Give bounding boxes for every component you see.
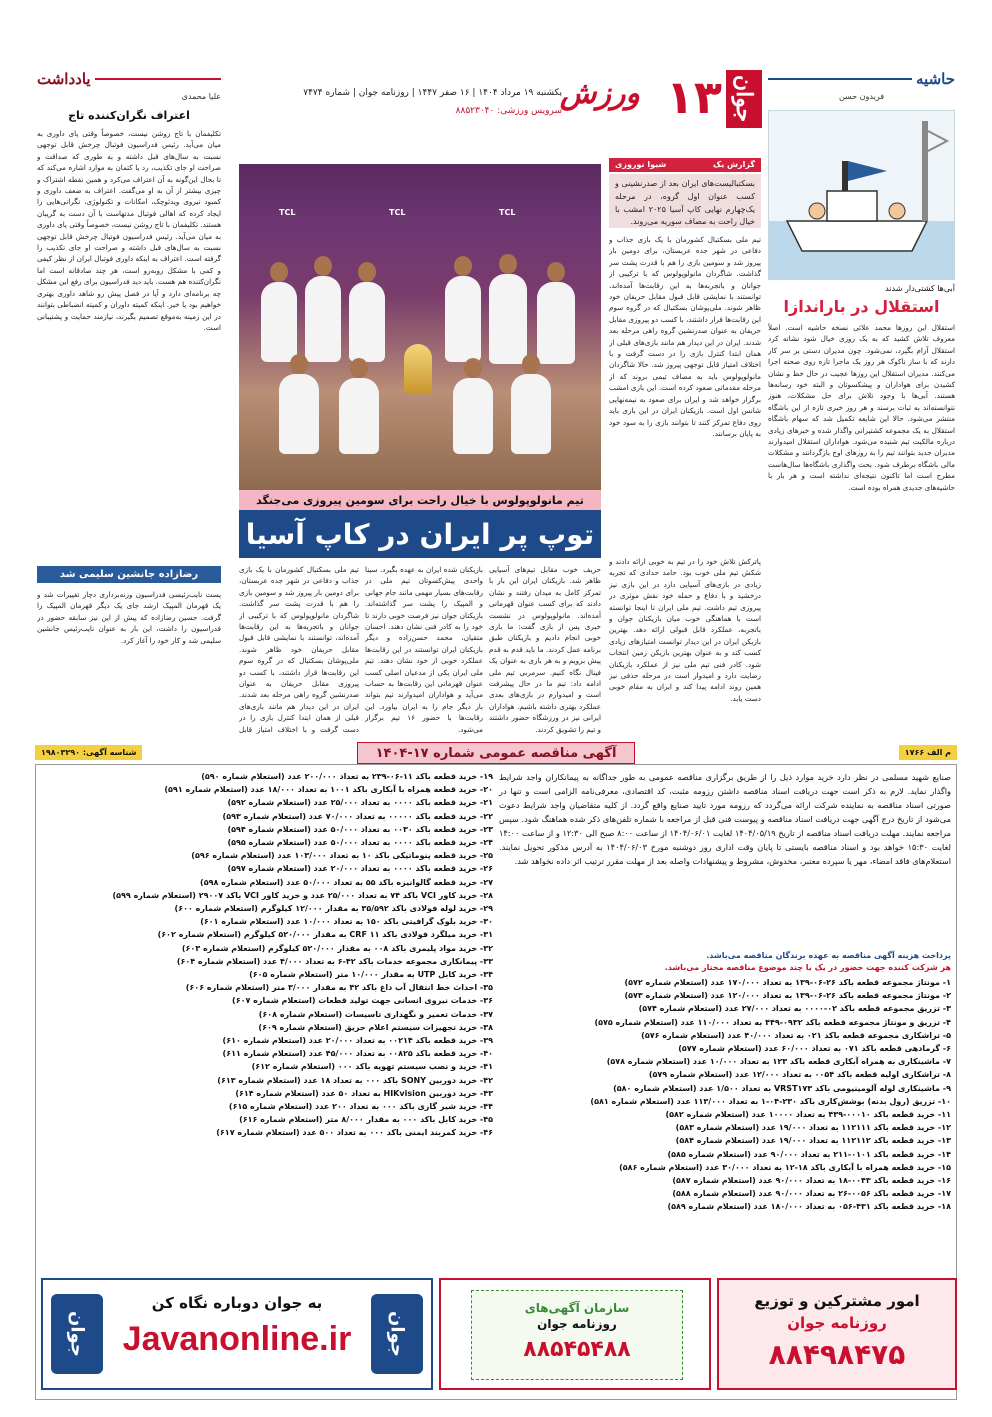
column-title: یادداشت — [37, 70, 91, 88]
tender-note: پرداخت هزینه آگهی مناقصه به عهده برندگان مناقصه می‌باشد. — [706, 951, 951, 960]
column-headline: استقلال در باراندازا — [783, 297, 940, 316]
byline: فریدون حسن — [838, 92, 885, 101]
tender-item: ۱۵- خرید قطعه همراه با آبکاری باکد ۱۸-۱۲ به تعداد ۳۰/۰۰۰ عدد (استعلام شماره ۵۸۶) — [619, 1162, 951, 1172]
tender-item: ۴۳- خرید دوربین HIKvision به تعداد ۵۰ عدد (استعلام شماره ۶۱۴) — [235, 1088, 493, 1098]
tender-item: ۲- مونتاژ مجموعه قطعه باکد ۲۶-۰۶-۱۳۹ به تعداد ۱۲۰/۰۰۰ عدد (استعلام شماره ۵۷۳) — [624, 991, 951, 1001]
subscribers-phone: ۸۸۴۹۸۴۷۵ — [768, 1338, 906, 1371]
column-body: استقلال این روزها محمد علائی نسخه حاشیه است. اصلاً معروف تلاش کشید که به یک روزی خیال شود نشانه کرد استقلال آرام بگیرد، نمی‌شود. چون مدیران دستی بر سر کار دارند که با ساز ناکوک هر روز یک ماجرا تازه روی صحنه اجرا می‌کنند. مدیران استقلال این روزها عجیب در حال خط و نشان کشیدن برای هواداران و پیشکسوتان و البته خود رسانه‌ها هستند. آبی‌ها با وجود تلاش برای حل مشکلات، هنوز نتوانسته‌اند به ثبات برسند و هر روز خبری تازه از این باشگاه منتشر می‌شود. حالا این شایعه تکمیل شد که سهام باشگاه استقلال به یک مجموعه کشتیرانی واگذار شده و خبرهای زیادی درباره مالکیت تیم شنیده می‌شود. هواداران استقلال امیدوارند مدیران جدید بتوانند تیم را به روزهای اوج بازگردانند و مشکلات مالی باشگاه برطرف شود. بحث واگذاری باشگاه‌ها سال‌هاست مطرح است اما تاکنون نتیجه‌ای نداشته است و هر بار با حاشیه‌های جدیدی همراه بوده است. — [768, 323, 955, 492]
article-title: اعتراف نگران‌کننده تاج — [68, 109, 190, 122]
tender-title: آگهی مناقصه عمومی شماره ۱۷-۱۴۰۴ — [357, 742, 635, 764]
player-figure — [305, 276, 341, 362]
article-column-4: بازیکنان شده ایران به عهده بگیرد. سینا واحدی پیش‌کسوتان تیم ملی در رقابت‌های بسیار مهمی مانند جام جهانی و المپیک را پشت سر گذاشته‌اند. بازیکنان جوان نیز فرصت خوبی دارند تا خود را به کادر فنی نشان دهند. احسان متقیان، محمد حسن‌زاده و دیگر بازیکنان ایران توانستند در این رقابت‌ها عملکرد خوبی از خود نشان دهند. تیم ملی ایران یکی از مدعیان اصلی کسب عنوان قهرمانی این رقابت‌ها به حساب می‌آید و هواداران امیدوارند تیم بتواند بار دیگر جام را به ایران بیاورد. این رقابت‌ها با حضور ۱۶ تیم برگزار می‌شود. — [365, 565, 483, 734]
masthead — [228, 70, 762, 128]
player-figure — [339, 378, 379, 454]
player-figure — [511, 374, 551, 454]
player-figure — [349, 282, 385, 362]
page-number: ۱۳ — [665, 70, 722, 124]
player-head — [499, 254, 517, 274]
photo-banner-text: TCL — [279, 208, 296, 217]
team-photo — [239, 164, 601, 490]
player-head — [522, 354, 540, 374]
article-subtitle: تیم مانولوپولوس با خیال راحت برای سومین پیروزی می‌جنگد — [239, 490, 601, 510]
tender-item: ۲۸- خرید کاور VCI باکد ۷۴ به تعداد ۲۵/۰۰۰ عدد و خرید کاور VCI باکد ۲۹۰۰۷ (استعلام شماره ۵۹۹) — [112, 890, 493, 900]
tender-item: ۴۵- خرید کابل باکد ۰۰۰ به مقدار ۸/۰۰۰ متر (استعلام شماره ۶۱۶) — [239, 1115, 493, 1125]
advertising-subtitle: روزنامه جوان — [537, 1317, 617, 1331]
tender-item: ۸- تراشکاری اولیه قطعه باکد ۰۰۵۴ به تعداد ۱۲/۰۰۰ عدد (استعلام شماره ۵۷۹) — [648, 1070, 951, 1080]
javan-logo-left: جوان — [51, 1294, 103, 1374]
issue-info: یکشنبه ۱۹ مرداد ۱۴۰۴ | ۱۶ صفر ۱۴۴۷ | روزنامه جوان | شماره ۷۴۷۴ — [303, 88, 562, 98]
advertising-inner-frame — [471, 1290, 683, 1380]
online-slogan: به جوان دوباره نگاه کن — [151, 1294, 323, 1312]
tender-item: ۴- تزریق و مونتاژ مجموعه قطعه باکد ۰۹۳۲-۴۴۹ به تعداد ۱۱۰/۰۰۰ عدد (استعلام شماره ۵۷۵) — [594, 1017, 951, 1027]
column-rule — [95, 78, 221, 80]
article-column-5: تیم ملی بسکتبال کشورمان با یک بازی جذاب و دفاعی در شهر جده عربستان، برای دومین بار پیروز شد و سومین بازی را هم با قدرت پشت سر گذاشت. شاگردان مانولوپولوس که با ترکیبی از جوانان و باتجربه‌ها به این رقابت‌ها آمده‌اند، توانستند با نمایشی قابل قبول مقابل حریفان خود ظاهر شوند. ملی‌پوشان بسکتبال که در گروه سوم این رقابت‌ها قرار داشتند، با کسب دو پیروزی مقابل حریفان به عنوان صدرنشین گروه راهی مرحله بعد شدند. ایران در این دیدار هم مانند بازی‌های قبلی از همان ابتدا کنترل بازی را در دست گرفت و با اختلاف امتیاز قابل — [239, 565, 359, 734]
tender-item: ۴۴- خرید شیر گازی باکد ۰۰۰ به تعداد ۲۰۰ عدد (استعلام شماره ۶۱۵) — [228, 1102, 493, 1112]
bottom-ads — [35, 1278, 957, 1390]
advertising-phone: ۸۸۵۴۵۴۸۸ — [523, 1337, 631, 1362]
tender-item: ۳۶- خدمات نیروی انسانی جهت تولید قطعات (استعلام شماره ۶۰۷) — [232, 996, 493, 1006]
news-subhead: رضازاده جانشین سلیمی شد — [37, 566, 221, 583]
advertising-title: سازمان آگهی‌های — [524, 1301, 630, 1315]
tender-item: ۱۶- خرید قطعه باکد ۰۰۴۳-۱۸ به تعداد ۹۰/۰۰۰ عدد (استعلام شماره ۵۸۷) — [672, 1176, 951, 1186]
kicker-bar — [609, 158, 761, 172]
cartoon-caption: آبی‌ها کشتی‌دار شدند — [885, 284, 955, 293]
tender-item: ۶- گرمادهی قطعه باکد ۰۷۱ به تعداد ۶۰/۰۰۰ عدد (استعلام شماره ۵۷۷) — [678, 1044, 951, 1054]
player-head — [290, 354, 308, 374]
tender-item: ۳۹- خرید قطعه باکد ۰۰۲۱۴ به تعداد ۲۰/۰۰۰ عدد (استعلام شماره ۶۱۰) — [222, 1036, 493, 1046]
kicker-label: گزارش یک — [713, 160, 755, 169]
column-title: حاشیه — [916, 70, 955, 88]
article-column-2: پاترکش تلاش خود را در تیم به خوبی ارائه دادند و شکش تیم ملی خوب بود. حامد حدادی که تجربه زیادی در بازی‌های آسیایی دارد در این بازی نیز درخشید و با دفاع و حمله خود نقش موثری در پیروزی تیم داشت. تیم ملی ایران تا اینجا توانسته است با هماهنگی خوب میان بازیکنان جوان و باتجربه، عملکرد قابل قبولی ارائه دهد. بهترین بازیکن ایران در این دیدار توانست امتیازهای زیادی کسب کند و به عنوان بهترین بازیکن زمین انتخاب شود. کادر فنی تیم ملی نیز از عملکرد بازیکنان رضایت دارد و امیدوار است در مرحله حذفی نیز همین روند ادامه پیدا کند و ایران به مقام خوبی دست یابد. — [609, 557, 761, 703]
player-figure — [537, 282, 575, 364]
news-body: پست نایب‌رئیسی فدراسیون وزنه‌برداری دچار تغییرات شد و یک قهرمان المپیک ارشد جای یک دیگر قهرمان المپیک را گرفت. حسین رضازاده که پیش از این نیز سابقه حضور در فدراسیون را داشت، این بار به عنوان نایب‌رئیس جانشین سلیمی شد و کار خود را آغاز کرد. — [37, 590, 221, 645]
cartoon-illustration — [768, 110, 955, 280]
tender-item: ۴۶- خرید کمربند ایمنی باکد ۰۰۰ به تعداد ۵۰۰ عدد (استعلام شماره ۶۱۷) — [216, 1128, 493, 1138]
photo-banner-text: TCL — [499, 208, 516, 217]
player-head — [350, 358, 368, 378]
main-article — [229, 158, 761, 738]
subscribers-subtitle: روزنامه جوان — [787, 1314, 887, 1332]
tender-item: ۲۲- خرید قطعه باکد ۰۰۰۰۰ به تعداد ۷۰/۰۰۰ عدد (استعلام شماره ۵۹۳) — [222, 811, 493, 821]
tender-item: ۷- ماشینکاری به همراه آبکاری قطعه باکد ۱۲۳ به تعداد ۱۰/۰۰۰ عدد (استعلام شماره ۵۷۸) — [606, 1057, 951, 1067]
player-head — [464, 358, 482, 378]
tender-item: ۲۰- خرید قطعه همراه با آبکاری باکد ۱۰۰۱ به تعداد ۱۸/۰۰۰ عدد (استعلام شماره ۵۹۱) — [164, 785, 493, 795]
tender-reference: م الف ۱۷۶۶ — [899, 745, 957, 760]
player-figure — [279, 374, 319, 454]
tender-item: ۳- تزریق مجموعه قطعه باکد ۰۲-۰۰۰۰ به تعداد ۲۷/۰۰۰ عدد (استعلام شماره ۵۷۴) — [638, 1004, 951, 1014]
tender-items-left — [41, 770, 493, 1140]
trophy — [404, 344, 432, 394]
tender-item: ۳۵- احداث خط انتقال آب داغ باکد ۴۲ به مقدار ۳/۰۰۰ متر (استعلام شماره ۶۰۶) — [185, 983, 493, 993]
subscribers-ad — [717, 1278, 957, 1390]
tender-item: ۲۵- خرید قطعه پنوماتیکی باکد ۱۰ به تعداد ۱۰۳/۰۰۰ عدد (استعلام شماره ۵۹۶) — [191, 851, 493, 861]
tender-item: ۲۱- خرید قطعه باکد ۰۰۰۰ به تعداد ۲۵/۰۰۰ عدد (استعلام شماره ۵۹۲) — [227, 798, 493, 808]
player-figure — [261, 282, 297, 362]
tender-note: هر شرکت کننده جهت حضور در یک یا چند موضوع مناقصه مختار می‌باشد. — [664, 963, 951, 972]
tender-item: ۳۲- خرید مواد پلیمری باکد ۰۰۸ به مقدار ۵۲۰/۰۰۰ کیلوگرم (استعلام شماره ۶۰۳) — [181, 943, 493, 953]
tender-item: ۱۹- خرید قطعه باکد ۱۱-۰۶-۲۳۹ به تعداد ۲۰۰/۰۰۰ عدد (استعلام شماره ۵۹۰) — [201, 772, 493, 781]
player-head — [358, 262, 376, 282]
section-phone: سرویس ورزشی: ۸۸۵۲۳۰۴۰ — [455, 106, 562, 116]
tender-item: ۲۷- خرید قطعه گالوانیزه باکد ۵۵ به تعداد ۵۰/۰۰۰ عدد (استعلام شماره ۵۹۸) — [200, 877, 493, 887]
subscribers-title: امور مشترکین و توزیع — [754, 1292, 920, 1310]
tender-item: ۱۷- خرید قطعه باکد ۰۰۵۶-۲۶ به تعداد ۹۰/۰۰۰ عدد (استعلام شماره ۵۸۸) — [672, 1189, 951, 1199]
tender-item: ۳۷- خدمات تعمیر و نگهداری تاسیسات (استعلام شماره ۶۰۸) — [258, 1009, 493, 1019]
article-column-1: تیم ملی بسکتبال کشورمان با یک بازی جذاب و دفاعی در شهر جده عربستان، برای دومین بار پیروز شد و سومین بازی را هم با قدرت پشت سر گذاشت. شاگردان مانولوپولوس که با ترکیبی از جوانان و باتجربه‌ها به این رقابت‌ها آمده‌اند، توانستند با نمایشی قابل قبول مقابل حریفان خود ظاهر شوند. ملی‌پوشان بسکتبال که در گروه سوم این رقابت‌ها قرار داشتند، با کسب دو پیروزی مقابل حریفان به عنوان صدرنشین گروه راهی مرحله بعد شدند. ایران در این دیدار هم مانند بازی‌های قبلی از همان ابتدا کنترل بازی را در دست گرفت و با اختلاف امتیاز قابل توجهی پیروز شد. حالا شاگردان مانولوپولوس باید به مصاف تیمی بروند که از مرحله مقدماتی صعود کرده است. این بازی امشب برگزار خواهد شد و ایران برای صعود به نیمه‌نهایی شانس اول است. بازیکنان ایران در این بازی باید روی دفاع تمرکز کنند تا بتوانند بازی را به سود خود به پایان برسانند. — [609, 235, 761, 438]
kicker-author: شیوا نوروزی — [615, 160, 667, 169]
tender-item: ۱۸- خرید قطعه باکد ۴۳۱-۰۵۶ به تعداد ۱۸۰/۰۰۰ عدد (استعلام شماره ۵۸۹) — [667, 1202, 951, 1212]
online-url[interactable]: Javanonline.ir — [122, 1320, 352, 1358]
tender-item: ۱۰- تزریق (رول بدنه) بوشش‌کاری باکد ۲۳۰-۰۴-۱ به تعداد ۱۱۳/۰۰۰ عدد (استعلام شماره ۵۸۱) — [590, 1096, 951, 1106]
lede-box: بسکتبالیست‌های ایران بعد از صدرنشینی و کسب عنوان اول گروه، در مرحله یک‌چهارم نهایی کاپ آسیا ۲۰۲۵ امشب با خیال راحت به مصاف سوریه می‌روند. — [609, 174, 761, 228]
advertising-ad — [439, 1278, 711, 1390]
tender-item: ۴۰- خرید قطعه باکد ۰۰۸۲۵ به تعداد ۴۵/۰۰۰ عدد (استعلام شماره ۶۱۱) — [222, 1049, 493, 1059]
player-figure — [445, 276, 481, 362]
margin-column — [768, 70, 955, 730]
tender-item: ۱۱- خرید قطعه باکد ۰۰۰۱۰-۴۳۹ به تعداد ۱۰۰۰۰ عدد (استعلام شماره ۵۸۲) — [665, 1110, 951, 1120]
section-title: ورزش — [559, 76, 640, 111]
column-rule — [768, 78, 912, 80]
tender-item: ۹- ماشینکاری لوله آلومینیومی باکد VRST۱۷۳ به تعداد ۱/۵۰۰ عدد (استعلام شماره ۵۸۰) — [613, 1083, 951, 1093]
tender-item: ۴۲- خرید دوربین SONY باکد ۰۰۰ به تعداد ۱۸ عدد (استعلام شماره ۶۱۳) — [217, 1075, 493, 1085]
tender-item: ۱- مونتاژ مجموعه قطعه باکد ۲۶-۰۶-۱۳۹ به تعداد ۱۷۰/۰۰۰ عدد (استعلام شماره ۵۷۲) — [624, 978, 951, 987]
newspaper-logo: جوان — [726, 70, 762, 128]
tender-item: ۵- تراشکاری مجموعه قطعه باکد ۰۲۱ به تعداد ۴۰/۰۰۰ عدد (استعلام شماره ۵۷۶) — [641, 1030, 951, 1040]
player-head — [270, 262, 288, 282]
tender-item: ۴۱- خرید و نصب سیستم تهویه باکد ۰۰۰ (استعلام شماره ۶۱۲) — [251, 1062, 493, 1072]
javanonline-ad — [41, 1278, 433, 1390]
note-column — [37, 70, 221, 730]
tender-item: ۲۳- خرید قطعه باکد ۰۰۳۰ به تعداد ۵۰/۰۰۰ عدد (استعلام شماره ۵۹۴) — [227, 824, 493, 834]
photo-banner-text: TCL — [389, 208, 406, 217]
tender-item: ۲۴- خرید قطعه باکد ۰۰۰۰ به تعداد ۵۰/۰۰۰ عدد (استعلام شماره ۵۹۵) — [227, 838, 493, 848]
tender-item: ۳۰- خرید بلوک گرافیتی باکد ۱۵۰ به تعداد ۱۰/۰۰۰ عدد (استعلام شماره ۶۰۱) — [200, 917, 493, 927]
tender-item: ۳۱- خرید میلگرد فولادی باکد CRF ۱۱ به مقدار ۵۲۰/۰۰۰ کیلوگرم (استعلام شماره ۶۰۲) — [157, 930, 493, 940]
tender-item: ۱۴- خرید قطعه باکد ۰۱۰۱-۲۱۱ به تعداد ۹۰/۰۰۰ عدد (استعلام شماره ۵۸۵) — [667, 1149, 951, 1159]
player-head — [314, 256, 332, 276]
tender-item: ۳۸- خرید تجهیزات سیستم اعلام حریق (استعلام شماره ۶۰۹) — [258, 1022, 493, 1032]
player-head — [454, 256, 472, 276]
tender-item: ۳۴- خرید کابل UTP به مقدار ۱۰/۰۰۰ متر (استعلام شماره ۶۰۵) — [249, 970, 493, 980]
article-headline: توپ پر ایران در کاپ آسیا — [239, 510, 601, 558]
tender-item: ۱۳- خرید قطعه باکد ۱۱۲۱۱۲ به تعداد ۱۹/۰۰۰ عدد (استعلام شماره ۵۸۴) — [675, 1136, 951, 1146]
tender-item: ۲۹- خرید لوله فولادی باکد ۳۵/۵۹۲ به مقدار ۱۲/۰۰۰ کیلوگرم (استعلام شماره ۶۰۰) — [174, 904, 493, 914]
ship-cartoon-icon — [768, 111, 954, 280]
tender-intro: صنایع شهید مسلمی در نظر دارد خرید موارد ذیل را از طریق برگزاری مناقصه عمومی به طور جداگانه به پیمانکاران واجد شرایط واگذار نماید. لازم به ذکر است جهت دریافت اسناد مناقصه داشتن رزومه مثبت، کد اقتصادی، معرفی‌نامه الزامی است و تنها در صورتی اسناد مناقصه به نماینده شرکت ارائه می‌گردد که رزومه مورد تایید صنایع واقع گردد. از کلیه متقاضیان واجد شرایط دعوت می‌شود از تاریخ درج آگهی جهت دریافت اسناد مناقصه و پیوست فنی قبل از مراجعه با شماره تلفن‌های ذکر شده هماهنگ شود. سپس مراجعه نمایند. مهلت دریافت اسناد مناقصه از تاریخ ۱۴۰۴/۰۵/۱۹ لغایت ۱۴۰۴/۰۶/۰۱ از ساعت ۸:۰۰ صبح الی ۱۲:۳۰ و از ساعت ۱۴:۰۰ لغایت ۱۵:۳۰ خواهد بود و اسناد مناقصه بایستی تا پایان وقت اداری روز دوشنبه مورخ ۱۴۰۴/۰۶/۰۳ به آدرس مذکور تحویل نمایند. استعلام‌های فاقد امضاء، مهر یا سپرده معتبر، مخدوش، مشروط و پیشنهادات واصله بعد از مهلت مقرر ترتیب اثر داده نخواهد شد. — [499, 772, 951, 866]
tender-item: ۱۲- خرید قطعه باکد ۱۱۲۱۱۱ به تعداد ۱۹/۰۰۰ عدد (استعلام شماره ۵۸۳) — [675, 1123, 951, 1133]
article-body: تکلیفمان با تاج روشن نیست، خصوصاً وقتی پای داوری به میان می‌آید. رئیس فدراسیون فوتبال چرخش قابل توجهی نسبت به سال‌های قبل داشته و به طوری که صداقت و صراحت او جای تکذیب، رد یا کتمان به موارد اشاره می‌کند که تا بحال این‌گونه به آن اعتراف می‌کرد و همین نقطه اشتراک و چیزی بیشتر از آن به او می‌گفت. اعتراف به ضعف داوری و کمبود نیروی ویدئوچک، امکانات و تکنولوژی، نگرانی‌هایی را ایجاد کرده که اهالی فوتبال مدتهاست با آن دست به گریبان هستند. تکلیفمان با تاج روشن نیست، خصوصاً وقتی پای داوری به میان می‌آید. رئیس فدراسیون فوتبال چرخش قابل توجهی نسبت به سال‌های قبل داشته و صراحت او جای تکذیب را گرفته است. اعتراف به اینکه داوری فوتبال ایران از نظر کیفی و کمی با مشکل روبه‌رو است، هر چند صادقانه است اما نگران‌کننده هم هست. باید دید فدراسیون برای رفع این مشکل چه برنامه‌ای دارد و آیا در فصل پیش رو شاهد داوری بهتری خواهیم بود یا خیر. اینکه کمیته داوران و کمیته انضباطی بتوانند در این زمینه به‌موقع تصمیم بگیرند، نیازمند حمایت و پشتیبانی است. — [37, 129, 221, 332]
player-head — [547, 262, 565, 282]
tender-item: ۳۳- پیمانکاری مجموعه خدمات باکد ۴۲-۶ به تعداد ۴/۰۰۰ عدد (استعلام شماره ۶۰۴) — [176, 956, 493, 966]
javan-logo-right: جوان — [371, 1294, 423, 1374]
tender-ad-id: شناسه آگهی: ۱۹۸۰۳۲۹۰ — [35, 745, 142, 760]
tender-items-right — [499, 976, 951, 1214]
player-figure — [453, 378, 493, 454]
article-column-3: حریف خوب مقابل تیم‌های آسیایی ظاهر شد. بازیکنان ایران این بار با تمرکز کامل به میدان رفتند و نشان دادند که برای کسب عنوان قهرمانی آمده‌اند. مانولوپولوس در نشست خبری پس از بازی گفت: ما بازی خوبی انجام دادیم و بازیکنان طبق برنامه عمل کردند. ما باید قدم به قدم پیش برویم و به هر بازی به عنوان یک فینال نگاه کنیم. سرمربی تیم ملی ادامه داد: تیم ما در حال پیشرفت است و امیدوارم در بازی‌های بعدی عملکرد بهتری داشته باشیم. هواداران ایرانی نیز در ورزشگاه حضور داشتند و تیم را تشویق کردند. — [489, 565, 601, 734]
byline: علیا محمدی — [181, 92, 221, 101]
tender-item: ۲۶- خرید قطعه باکد ۰۰۰۰ به تعداد ۲۰/۰۰۰ عدد (استعلام شماره ۵۹۷) — [227, 864, 493, 874]
player-figure — [489, 274, 527, 364]
